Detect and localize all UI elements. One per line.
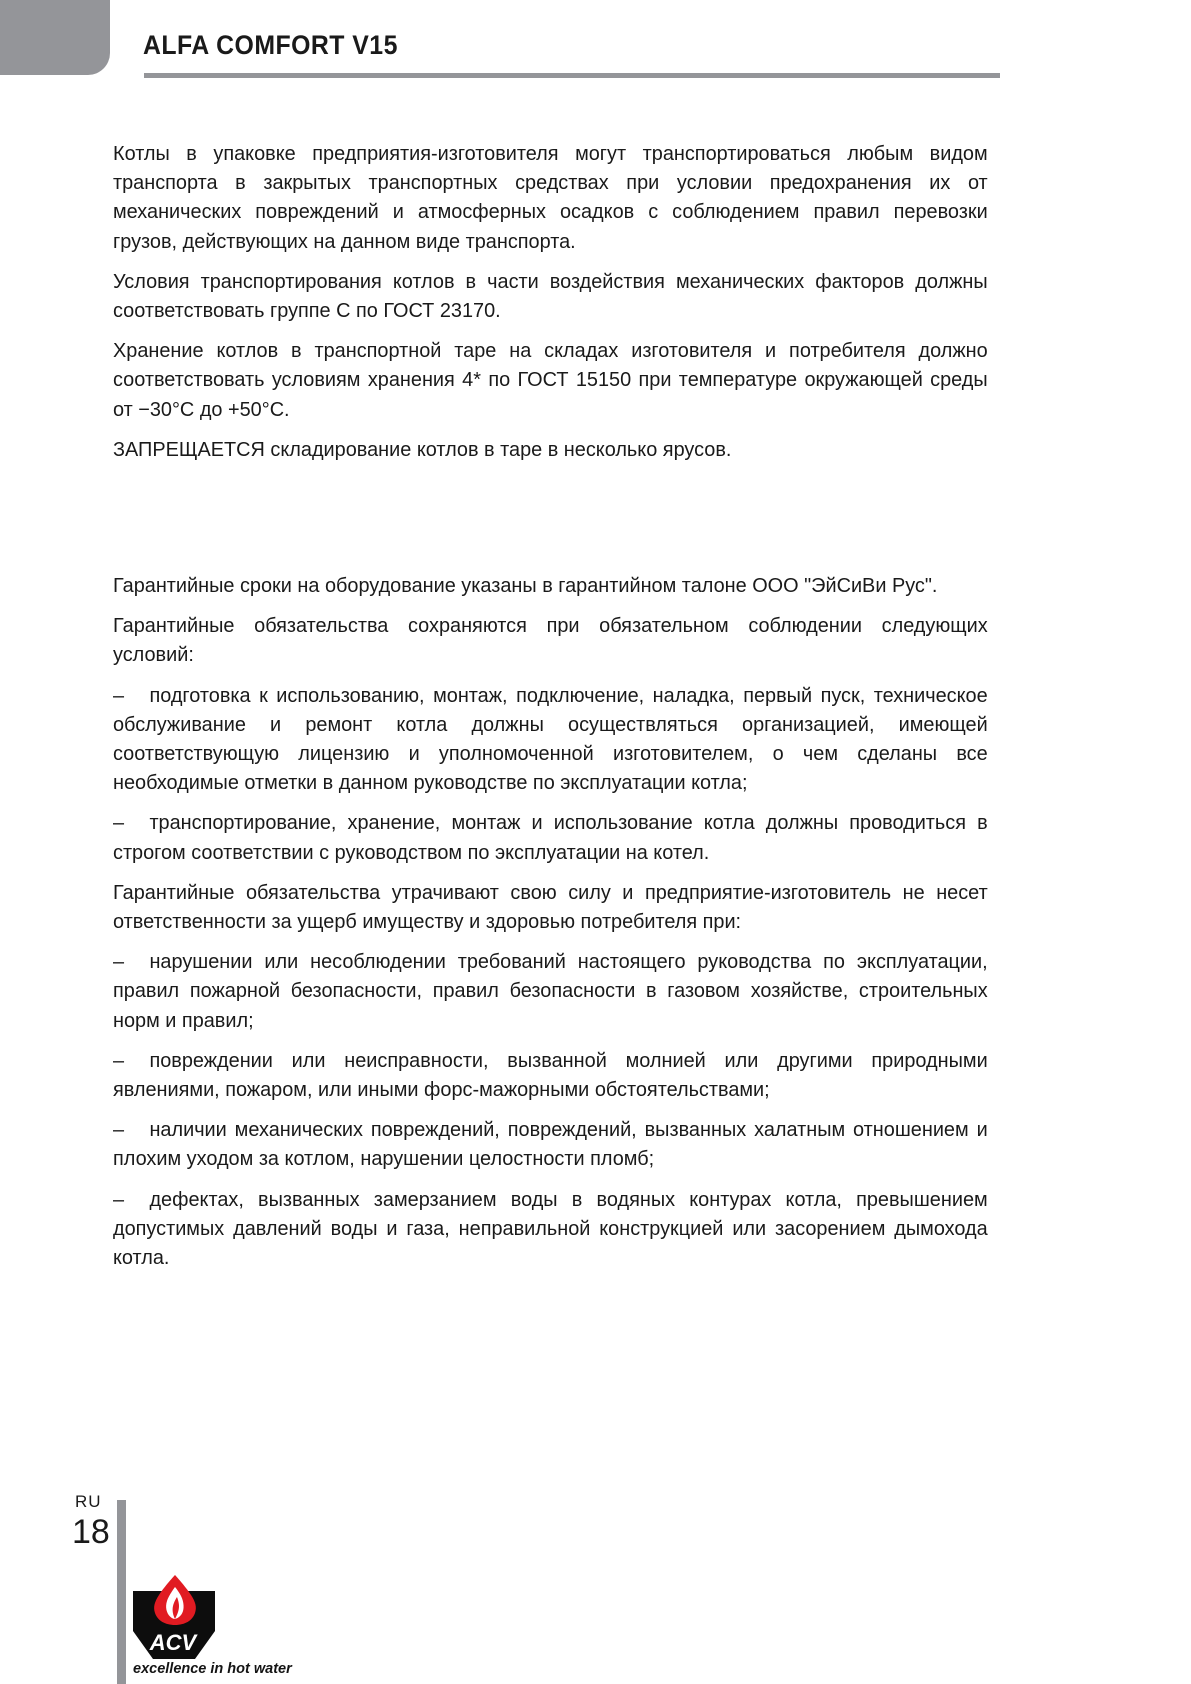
header-divider-rule <box>144 73 1000 78</box>
paragraph-warranty-conditions-intro: Гарантийные обязательства сохраняются при обязательном соблюдении следующих условий: <box>113 615 988 667</box>
paragraph-warranty-period: Гарантийные сроки на оборудование указаны в гарантийном талоне ООО "ЭйСиВи Рус". <box>113 575 938 598</box>
paragraph-stacking-prohibition: ЗАПРЕЩАЕТСЯ складирование котлов в таре в несколько ярусов. <box>113 438 732 461</box>
bullet-text: дефектах, вызванных замерзанием воды в водяных контурах котла, превышением допустимых давлений воды и газа, неправильной конструкцией или засорением дымохода котла. <box>113 1188 988 1270</box>
bullet-void-condition-1 <box>113 948 988 1036</box>
section-spacer <box>113 476 1001 572</box>
footer-vertical-divider <box>117 1500 126 1684</box>
paragraph-warranty-void-intro: Гарантийные обязательства утрачивают свою силу и предприятие-изготовитель не несет ответственности за ущерб имуществу и здоровью потребителя при: <box>113 881 988 934</box>
bullet-dash-icon: – <box>113 1188 125 1211</box>
footer-language-code: RU <box>75 1492 102 1511</box>
page-title: ALFA COMFORT V15 <box>143 30 398 60</box>
bullet-dash-icon: – <box>113 1119 125 1142</box>
bullet-warranty-condition-1 <box>113 682 988 799</box>
document-body <box>113 140 1001 1284</box>
bullet-dash-icon: – <box>113 951 125 974</box>
bullet-void-condition-4 <box>113 1186 988 1274</box>
paragraph-storage-conditions: Хранение котлов в транспортной таре на складах изготовителя и потребителя должно соответствовать условиям хранения 4* по ГОСТ 15150 при температуре окружающей среды от −30°С до +50°С. <box>113 340 988 421</box>
logo-wordmark: ACV <box>149 1630 197 1655</box>
bullet-dash-icon: – <box>113 812 125 835</box>
flame-icon <box>151 1575 199 1627</box>
bullet-text: подготовка к использованию, монтаж, подключение, наладка, первый пуск, техническое обслуживание и ремонт котла должны осуществляться организацией, имеющей соответствующую лицензию и уполномоченной изготовителем, о чем сделаны все необходимые отметки в данном руководстве по эксплуатации котла; <box>113 684 988 795</box>
header-accent-block <box>0 0 110 75</box>
bullet-dash-icon: – <box>113 1049 125 1072</box>
paragraph-transport-conditions: Условия транспортирования котлов в части воздействия механических факторов должны соответствовать группе С по ГОСТ 23170. <box>113 270 988 323</box>
bullet-dash-icon: – <box>113 684 125 707</box>
acv-logo <box>133 1575 292 1680</box>
bullet-text: транспортирование, хранение, монтаж и использование котла должны проводиться в строгом соответствии с руководством по эксплуатации на котел. <box>113 812 988 864</box>
paragraph-transport-packaging: Котлы в упаковке предприятия-изготовителя могут транспортироваться любым видом транспорта в закрытых транспортных средствах при условии предохранения их от механических повреждений и атмосферных осадков с соблюдением правил перевозки грузов, действующих на данном виде транспорта. <box>113 143 988 253</box>
logo-tagline: excellence in hot water <box>133 1661 292 1677</box>
bullet-void-condition-3 <box>113 1116 988 1174</box>
bullet-void-condition-2 <box>113 1047 988 1105</box>
bullet-text: наличии механических повреждений, повреждений, вызванных халатным отношением и плохим уходом за котлом, нарушении целостности пломб; <box>113 1119 988 1171</box>
bullet-text: нарушении или несоблюдении требований настоящего руководства по эксплуатации, правил пожарной безопасности, правил безопасности в газовом хозяйстве, строительных норм и правил; <box>113 951 988 1032</box>
bullet-text: повреждении или неисправности, вызванной молнией или другими природными явлениями, пожаром, или иными форс-мажорными обстоятельствами; <box>113 1049 988 1102</box>
page-number: 18 <box>72 1513 110 1551</box>
bullet-warranty-condition-2 <box>113 809 988 867</box>
